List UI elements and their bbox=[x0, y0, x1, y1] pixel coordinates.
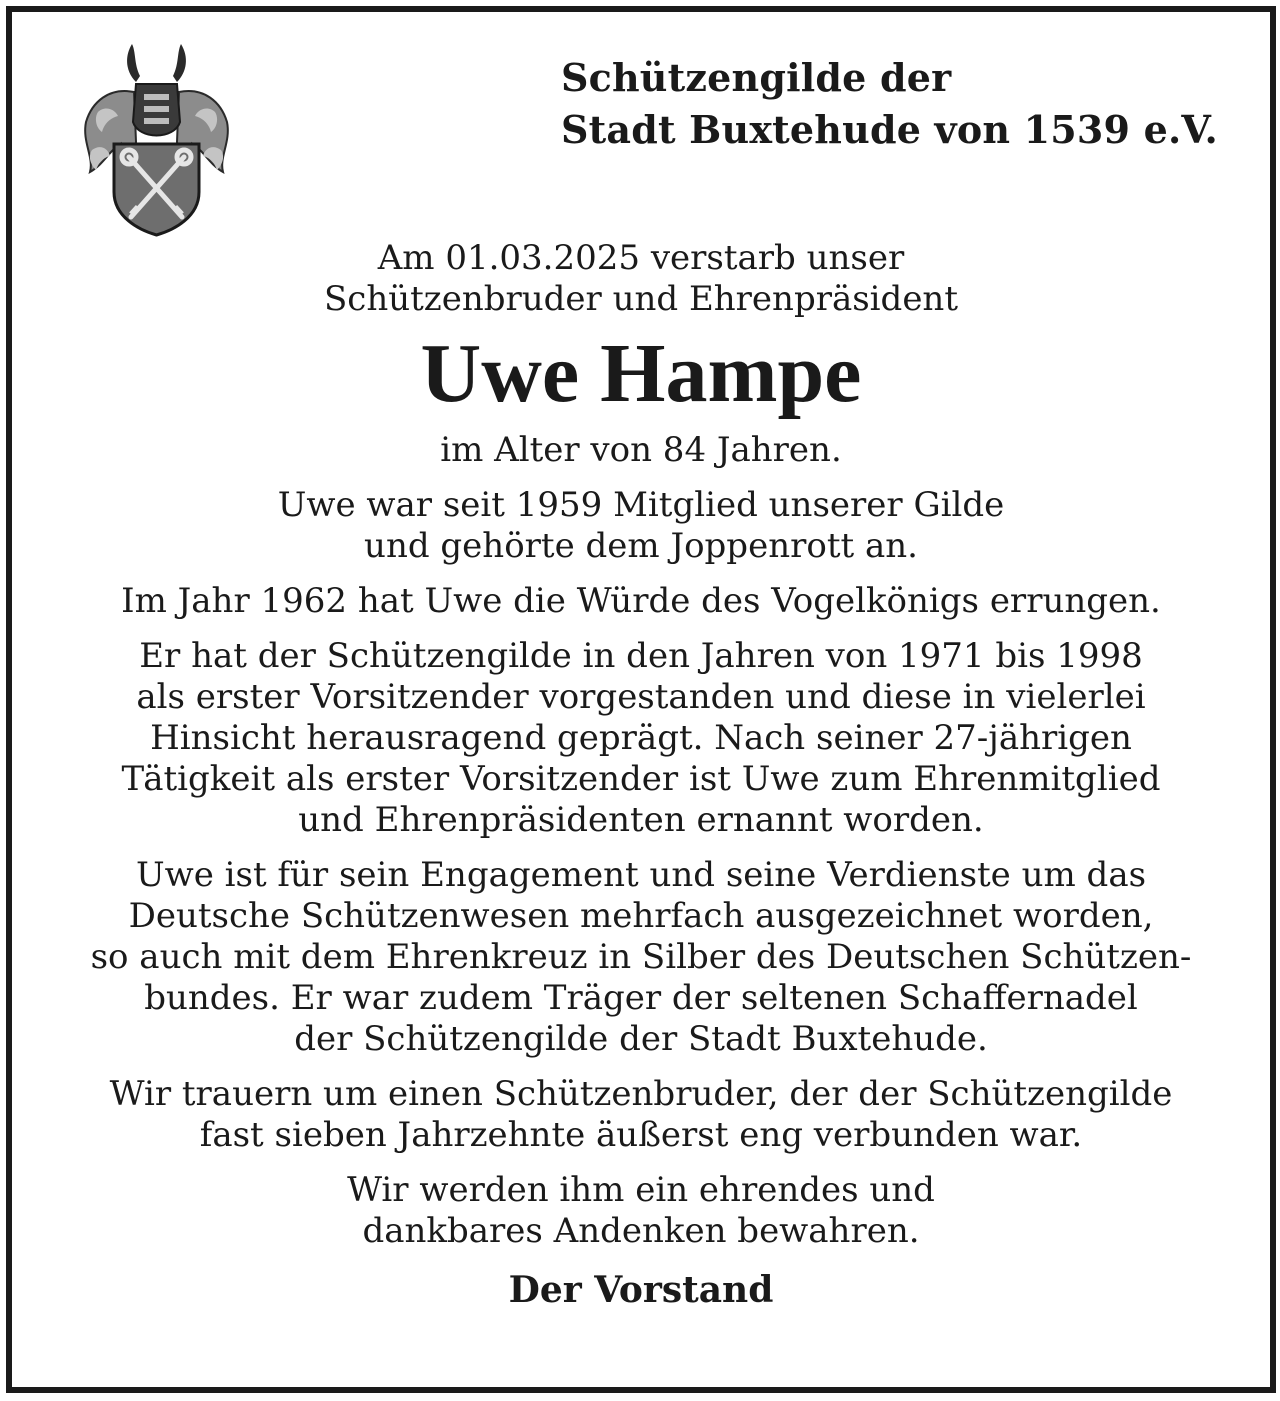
paragraph bbox=[12, 485, 1270, 567]
intro-line-1: Am 01.03.2025 verstarb unser bbox=[377, 238, 905, 278]
intro-text bbox=[12, 238, 1270, 320]
age-line: im Alter von 84 Jahren. bbox=[440, 430, 842, 470]
obituary-body bbox=[12, 238, 1270, 1312]
paragraph-line: Hinsicht herausragend geprägt. Nach seiner 27-jährigen bbox=[150, 718, 1132, 758]
paragraph-line: der Schützengilde der Stadt Buxtehude. bbox=[294, 1019, 988, 1059]
obituary-frame bbox=[6, 6, 1276, 1393]
paragraph-line: Wir trauern um einen Schützenbruder, der der Schützengilde bbox=[109, 1074, 1173, 1114]
deceased-name: Uwe Hampe bbox=[420, 327, 862, 420]
organization-name bbox=[561, 52, 1261, 156]
paragraph bbox=[12, 855, 1270, 1060]
paragraph-line: Deutsche Schützenwesen mehrfach ausgezeichnet worden, bbox=[128, 896, 1154, 936]
paragraph-line: und Ehrenpräsidenten ernannt worden. bbox=[298, 800, 984, 840]
paragraph-line: Im Jahr 1962 hat Uwe die Würde des Vogelkönigs errungen. bbox=[121, 581, 1161, 621]
paragraph-line: Uwe war seit 1959 Mitglied unserer Gilde bbox=[277, 485, 1005, 525]
intro-line-2: Schützenbruder und Ehrenpräsident bbox=[324, 279, 958, 319]
paragraph-line: dankbares Andenken bewahren. bbox=[362, 1211, 920, 1251]
paragraph bbox=[12, 581, 1270, 622]
org-line-2: Stadt Buxtehude von 1539 e.V. bbox=[561, 107, 1218, 152]
paragraph-line: als erster Vorsitzender vorgestanden und diese in vielerlei bbox=[136, 677, 1146, 717]
signature: Der Vorstand bbox=[508, 1269, 774, 1311]
paragraph-line: Er hat der Schützengilde in den Jahren von 1971 bis 1998 bbox=[139, 636, 1143, 676]
paragraph-line: fast sieben Jahrzehnte äußerst eng verbunden war. bbox=[199, 1115, 1083, 1155]
paragraph-line: Uwe ist für sein Engagement und seine Verdienste um das bbox=[135, 855, 1147, 895]
coat-of-arms-icon bbox=[74, 32, 239, 237]
paragraph bbox=[12, 636, 1270, 841]
paragraph-line: bundes. Er war zudem Träger der seltenen Schaffernadel bbox=[144, 978, 1138, 1018]
paragraph-line: und gehörte dem Joppenrott an. bbox=[364, 526, 918, 566]
org-line-1: Schützengilde der bbox=[561, 55, 952, 100]
paragraph bbox=[12, 1170, 1270, 1252]
paragraph-line: so auch mit dem Ehrenkreuz in Silber des Deutschen Schützen- bbox=[90, 937, 1192, 977]
paragraph bbox=[12, 1074, 1270, 1156]
paragraph-line: Wir werden ihm ein ehrendes und bbox=[347, 1170, 935, 1210]
paragraph-line: Tätigkeit als erster Vorsitzender ist Uwe zum Ehrenmitglied bbox=[121, 759, 1161, 799]
